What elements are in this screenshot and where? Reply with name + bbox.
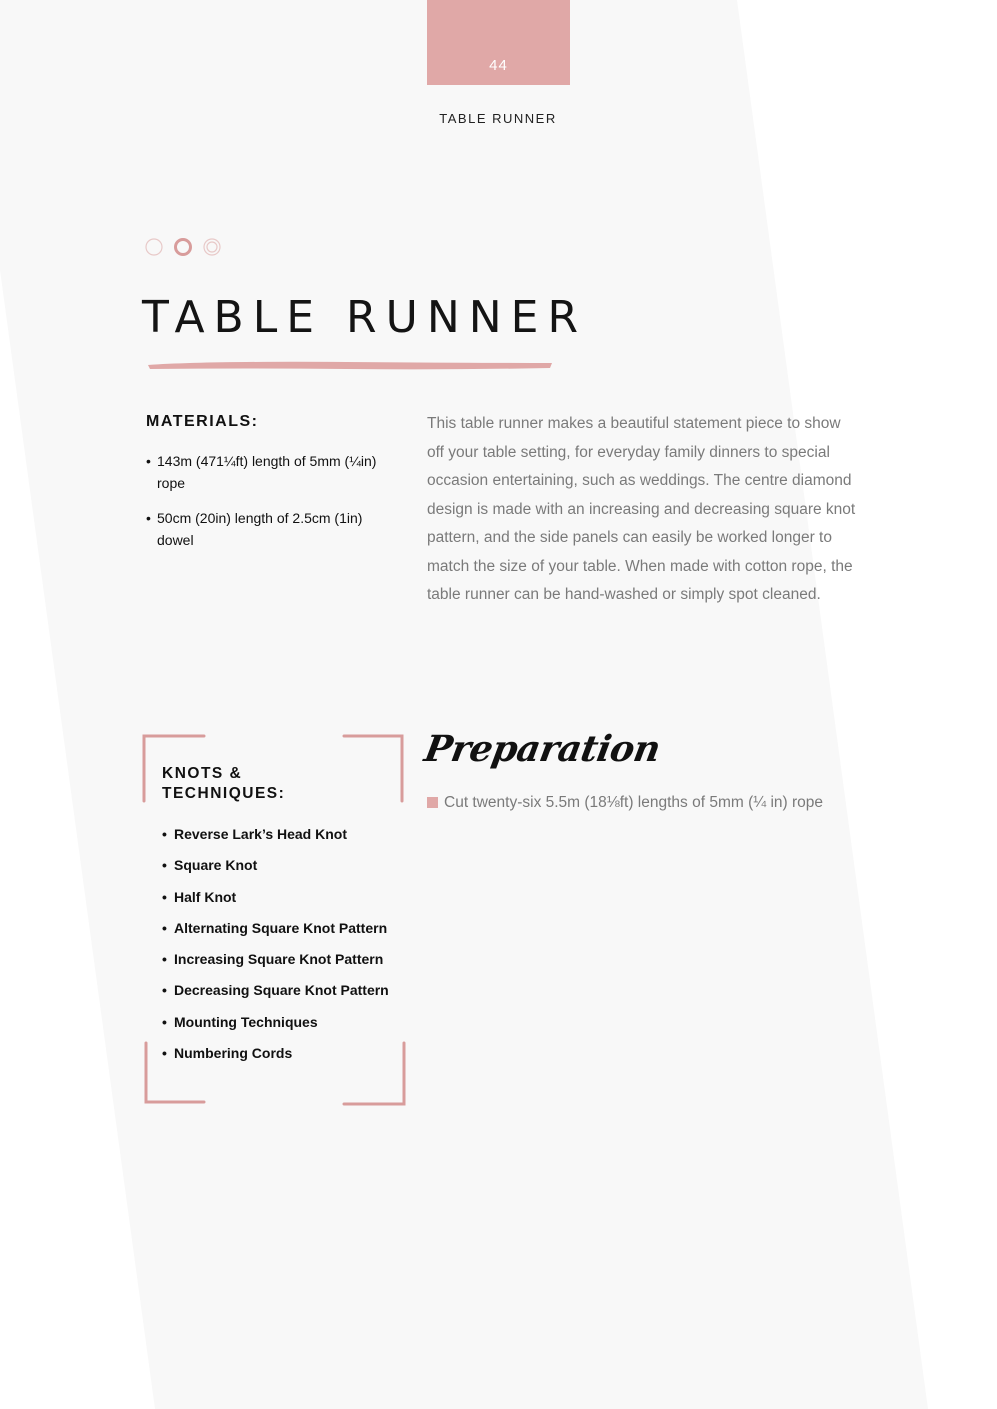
difficulty-rating <box>145 237 235 259</box>
difficulty-dot-2 <box>176 240 191 255</box>
preparation-heading: Preparation <box>421 728 664 770</box>
preparation-step <box>427 792 823 814</box>
knots-item: • Half Knot <box>162 886 407 917</box>
difficulty-dot-3 <box>204 239 220 255</box>
page-title: TABLE RUNNER <box>142 292 588 343</box>
knots-heading-line2: TECHNIQUES: <box>162 785 286 802</box>
knots-item: • Square Knot <box>162 854 407 885</box>
page-number: 44 <box>489 57 508 74</box>
preparation-step-text: Cut twenty-six 5.5m (18⅛ft) lengths of 5mm (¼ in) rope <box>444 794 824 811</box>
running-head: TABLE RUNNER <box>439 111 557 126</box>
knots-item: • Reverse Lark’s Head Knot <box>162 823 407 854</box>
knots-item: • Decreasing Square Knot Pattern <box>162 979 407 1010</box>
knots-heading-line1: KNOTS & <box>162 765 243 782</box>
title-brush-underline <box>146 358 554 372</box>
knots-item: • Alternating Square Knot Pattern <box>162 917 407 948</box>
knots-item: • Numbering Cords <box>162 1042 407 1073</box>
intro-paragraph: This table runner makes a beautiful statement piece to show off your table setting, for everyday family dinners to special occasion entertaining, such as weddings. The centre diamond design is made with an increasing and decreasing square knot pattern, and the side panels can easily be worked longer to match the size of your table. When made with cotton rope, the table runner can be hand-washed or simply spot cleaned. <box>427 415 856 603</box>
knots-item: • Increasing Square Knot Pattern <box>162 948 407 979</box>
knots-heading <box>162 764 362 804</box>
knots-list <box>162 823 407 1073</box>
page-number-tab <box>427 0 570 85</box>
materials-heading: MATERIALS: <box>146 413 259 430</box>
materials-list <box>146 450 391 564</box>
square-bullet-icon <box>427 797 438 808</box>
difficulty-dot-1 <box>146 239 162 255</box>
materials-item: • 50cm (20in) length of 2.5cm (1in) dowel <box>146 507 391 551</box>
materials-item: • 143m (471¼ft) length of 5mm (¼in) rope <box>146 450 391 494</box>
knots-item: • Mounting Techniques <box>162 1011 407 1042</box>
